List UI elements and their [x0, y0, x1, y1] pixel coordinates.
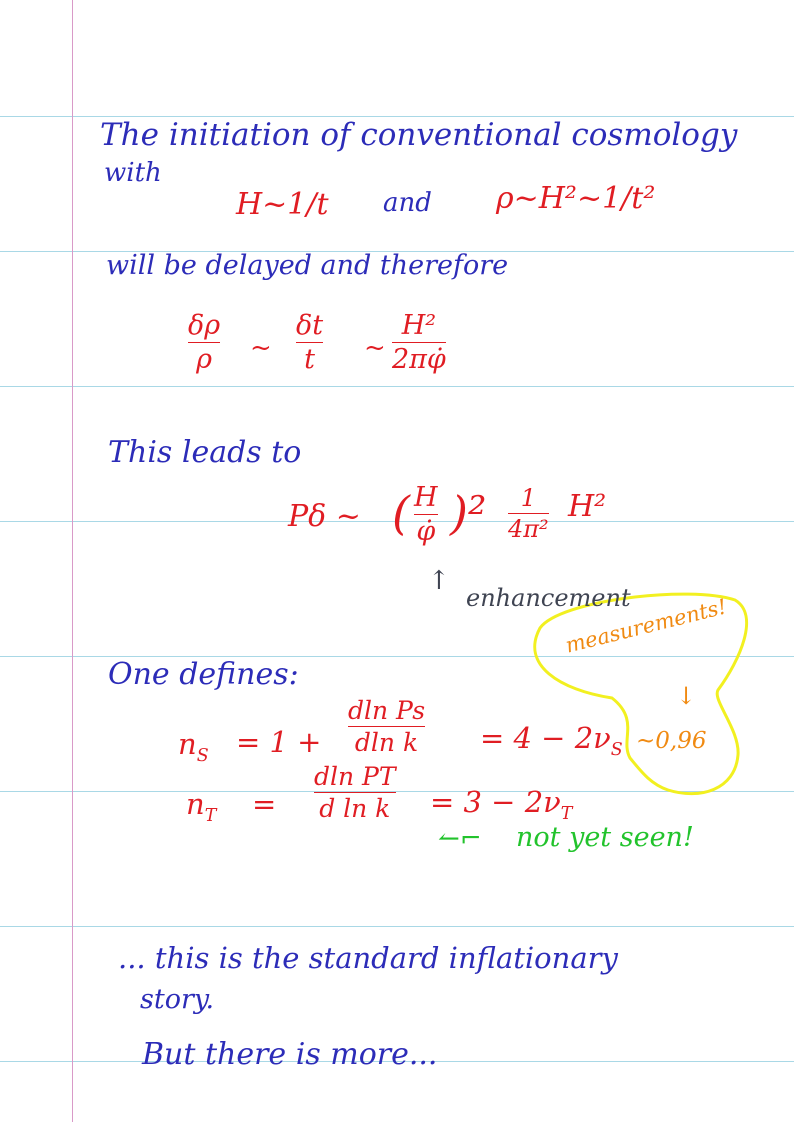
fraction-numerator: δt	[296, 310, 324, 341]
fraction-denominator: ρ	[196, 344, 212, 375]
fraction-denominator: 2πφ̇	[392, 344, 446, 375]
intro-line-1: The initiation of conventional cosmology	[100, 117, 738, 153]
leads-to-line: This leads to	[108, 435, 302, 470]
fraction-denominator: t	[304, 344, 315, 375]
fraction-numerator: dln Ps	[348, 696, 426, 725]
fraction-dlnps-dlnk	[348, 698, 425, 755]
ns-rhs: = $4 - 2\nu_S$	[480, 721, 623, 760]
ns-equals-one-plus: = 1 +	[236, 725, 322, 759]
fraction-denominator: 4π²	[508, 515, 549, 543]
closing-line-2: story.	[140, 984, 215, 1015]
closing-line-1: ... this is the standard inflationary	[118, 941, 618, 975]
fraction-numerator: dln PT	[314, 762, 396, 791]
enhancement-label: enhancement	[466, 584, 631, 612]
intro-line-2: with	[104, 158, 162, 188]
fraction-dlnpt-dlnk	[314, 764, 396, 821]
density-relation: ρ~H²~1/t²	[496, 181, 656, 216]
fraction-denominator: d ln k	[319, 794, 391, 823]
hubble-relation: H~1/t	[236, 187, 329, 222]
nt-equals: =	[252, 787, 277, 821]
fraction-numerator: H	[414, 482, 438, 513]
nt-rhs: = $3 - 2\nu_T$	[430, 785, 573, 824]
tilde-symbol: ~	[364, 333, 386, 363]
power-spectrum-lhs: Pδ ~	[288, 499, 361, 534]
not-yet-seen-note: not yet seen!	[516, 822, 694, 853]
back-arrow-icon: ↼⌐	[438, 824, 482, 854]
enhancement-arrow-icon: ↑	[428, 566, 450, 596]
closing-line-3: But there is more...	[142, 1037, 438, 1072]
fraction-denominator: dln k	[354, 728, 419, 757]
fraction-numerator: 1	[520, 484, 536, 512]
and-word: and	[383, 188, 432, 218]
one-defines-line: One defines:	[108, 657, 299, 692]
fraction-denominator: φ̇	[416, 516, 436, 547]
fraction-drho-rho	[188, 312, 220, 373]
ns-lhs: $n_S$	[178, 727, 209, 766]
paren-close-squared: )²	[450, 486, 487, 540]
fraction-h2-2piphidot	[392, 312, 446, 373]
nt-lhs: $n_T$	[186, 787, 217, 826]
fraction-1-4pi2	[508, 486, 549, 541]
paren-open: (	[392, 486, 410, 540]
power-spectrum-tail: H²	[568, 489, 607, 524]
measured-value: ~0,96	[636, 728, 707, 754]
tilde-symbol: ~	[250, 333, 272, 363]
down-arrow-icon: ↓	[676, 682, 697, 710]
intro-line-3: will be delayed and therefore	[106, 250, 509, 281]
fraction-numerator: δρ	[188, 310, 221, 341]
measurements-note: measurements!	[562, 594, 730, 658]
fraction-dt-t	[296, 312, 323, 373]
fraction-h-phidot	[414, 484, 438, 545]
fraction-numerator: H²	[401, 310, 437, 341]
